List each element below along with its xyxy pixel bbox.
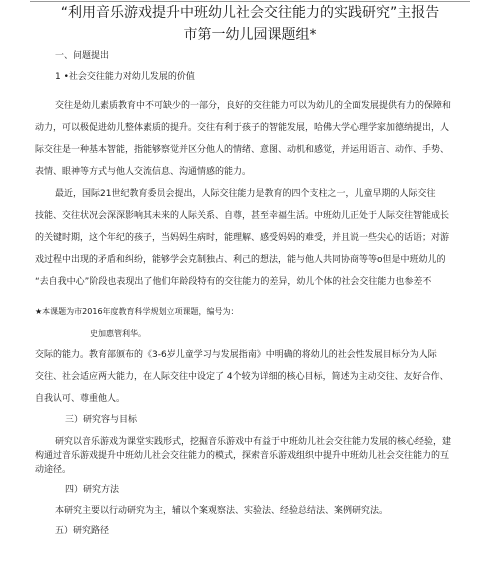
- paragraph-line: 际交往是一种基本智能，指能够察觉并区分他人的情绪、意图、动机和感觉，并运用语言、动作、手势、: [35, 145, 450, 155]
- footnote-authors: 史加惠管利华。: [90, 329, 146, 338]
- paragraph-line: 动途径。: [35, 465, 72, 475]
- section-heading: 三）研究容与目标: [65, 415, 138, 425]
- paragraph-line: 的关键时期，这个年纪的孩子，当妈妈生病时，能理解、感受妈妈的难受，并且说一些尖心的话语；对游: [35, 233, 450, 243]
- paragraph-line: 交际的能力。教育部颁布的《3-6岁儿童学习与发展指南》中明确的将幼儿的社会性发展目标分为人际: [35, 350, 437, 360]
- section-heading: 一、问题提出: [55, 51, 110, 61]
- paragraph-line: 构通过音乐游戏提升中班幼儿社会交往能力的模式，探索音乐游戏组织中提升中班幼儿社会交往能力的互: [35, 451, 450, 461]
- paragraph-line: 表情、眼神等方式与他人交流信息、沟通情感的能力。: [35, 167, 252, 177]
- paragraph-line: 自我认可、尊重他人。: [35, 394, 126, 404]
- section-heading: 四）研究方法: [65, 485, 120, 495]
- section-heading: 五）研究路径: [55, 526, 110, 536]
- paragraph-line: 本研究主要以行动研究为主，辅以个案观察法、实验法、经验总结法、案例研究法。: [55, 506, 389, 516]
- subsection-heading: 1 •社会交往能力对幼儿发展的价值: [55, 72, 195, 82]
- paragraph-line: 戏过程中出现的矛盾和纠纷，能够学会克制独占、利己的想法，能与他人共同协商等等o但是中班幼儿的: [35, 255, 446, 265]
- paragraph-line: 交往是幼儿素质教育中不可缺少的一部分，良好的交往能力可以为幼儿的全面发展提供有力的保障和: [55, 101, 452, 111]
- report-title: “利用音乐游戏提升中班幼儿社会交往能力的实践研究”主报告: [60, 5, 440, 21]
- paragraph-line: “去自我中心”阶段也表现出了他们年龄段特有的交往能力的差异，幼儿个体的社会交往能力也参差不: [35, 277, 432, 287]
- paragraph-line: 动力，可以极促进幼儿整体素质的提升。交往有利于孩子的智能发展，哈佛大学心理学家加德纳提出，人: [35, 123, 450, 133]
- footnote: ★本课题为市2016年度教育科学规划立项课题，编号为：: [35, 307, 239, 316]
- paragraph-line: 技能、交往状况会深深影响其未来的人际关系、自尊，甚至幸福生活。中班幼儿正处于人际交往智能成长: [35, 211, 450, 221]
- paragraph-line: 研究以音乐游戏为课堂实践形式，挖掘音乐游戏中有益于中班幼儿社会交往能力发展的核心经验，建: [55, 437, 452, 447]
- top-rule: [30, 1, 470, 2]
- report-subtitle: 市第一幼儿园课题组*: [183, 27, 317, 43]
- paragraph-line: 最近，国际21世纪教育委员会提出，人际交往能力是教育的四个支柱之一，儿童早期的人际交往: [55, 189, 436, 199]
- paragraph-line: 交往、社会适应两大能力，在人际交往中设定了 4个较为详细的核心目标，简述为主动交往、友好合作、: [35, 372, 449, 382]
